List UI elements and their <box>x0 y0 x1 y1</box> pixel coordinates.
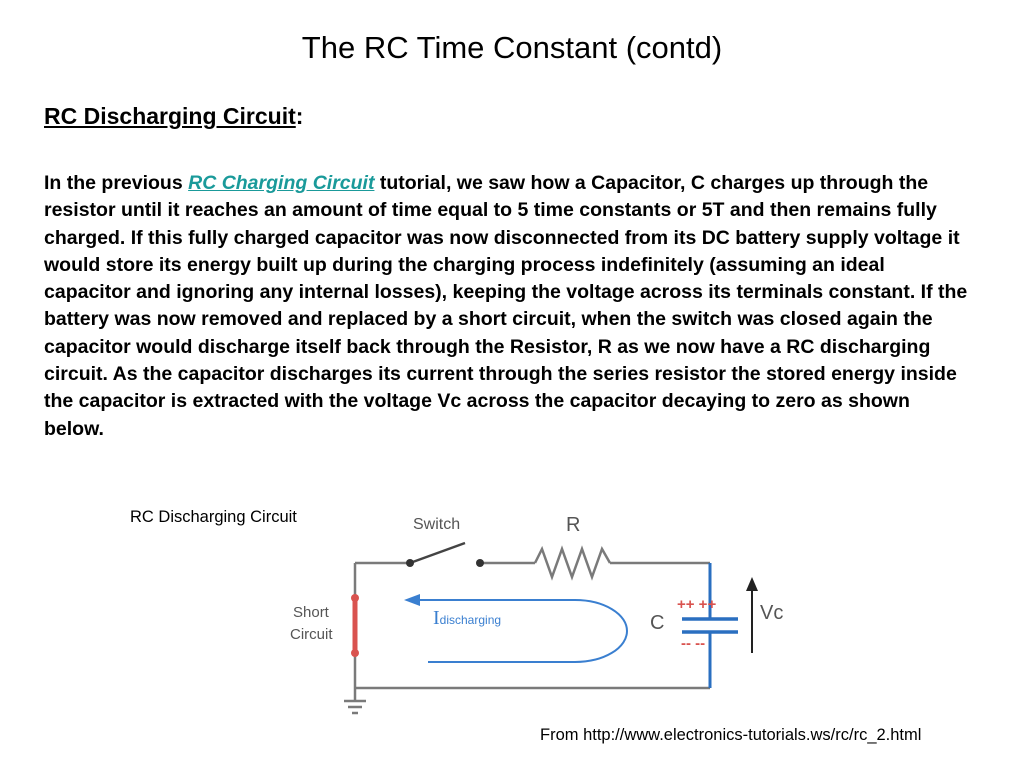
resistor-label: R <box>566 514 581 536</box>
section-heading <box>44 103 303 130</box>
current-symbol: Idischarging <box>433 607 502 629</box>
current-subscript: discharging <box>439 613 502 627</box>
discharge-current-loop <box>410 600 627 662</box>
capacitor-minus-signs: -- -- <box>681 635 706 652</box>
short-node-top <box>351 594 359 602</box>
switch-label: Switch <box>413 516 461 533</box>
short-label-line2: Circuit <box>290 626 333 643</box>
voltage-arrowhead <box>746 577 758 591</box>
rc-discharging-circuit-diagram <box>280 505 800 720</box>
slide-title: The RC Time Constant (contd) <box>301 30 723 65</box>
switch-symbol <box>406 543 484 567</box>
voltage-label: Vc <box>760 602 784 624</box>
source-attribution: From http://www.electronics-tutorials.ws/rc/rc_2.html <box>540 726 922 744</box>
circuit-caption: RC Discharging Circuit <box>130 508 297 526</box>
paragraph-body: tutorial, we saw how a Capacitor, C charges up through the resistor until it reaches an amount of time equal to 5 time constants or 5T and then remains fully charged. If this fully charged capacitor was now disconnected from its DC battery supply voltage it would store its energy built up during the charging process indefinitely (assuming an ideal capacitor and ignoring any internal losses), keeping the voltage across its terminals constant. If the battery was now removed and replaced by a short circuit, when the switch was closed again the capacitor would discharge itself back through the Resistor, R as we now have a RC discharging circuit. As the capacitor discharges its current through the series resistor the stored energy inside the capacitor is extracted with the voltage Vc across the capacitor decaying to zero as shown below. <box>44 172 968 440</box>
resistor-zigzag <box>535 549 610 577</box>
rc-charging-circuit-link[interactable]: RC Charging Circuit <box>188 172 375 194</box>
capacitor-plus-signs: ++ ++ <box>677 596 717 613</box>
current-arrowhead <box>404 594 420 606</box>
short-label-line1: Short <box>293 604 329 621</box>
capacitor-label: C <box>650 612 665 634</box>
section-heading-text: RC Discharging Circuit <box>44 103 296 129</box>
short-node-bottom <box>351 649 359 657</box>
paragraph-intro: In the previous <box>44 172 189 194</box>
section-heading-colon: : <box>295 103 304 129</box>
body-paragraph <box>44 170 974 443</box>
